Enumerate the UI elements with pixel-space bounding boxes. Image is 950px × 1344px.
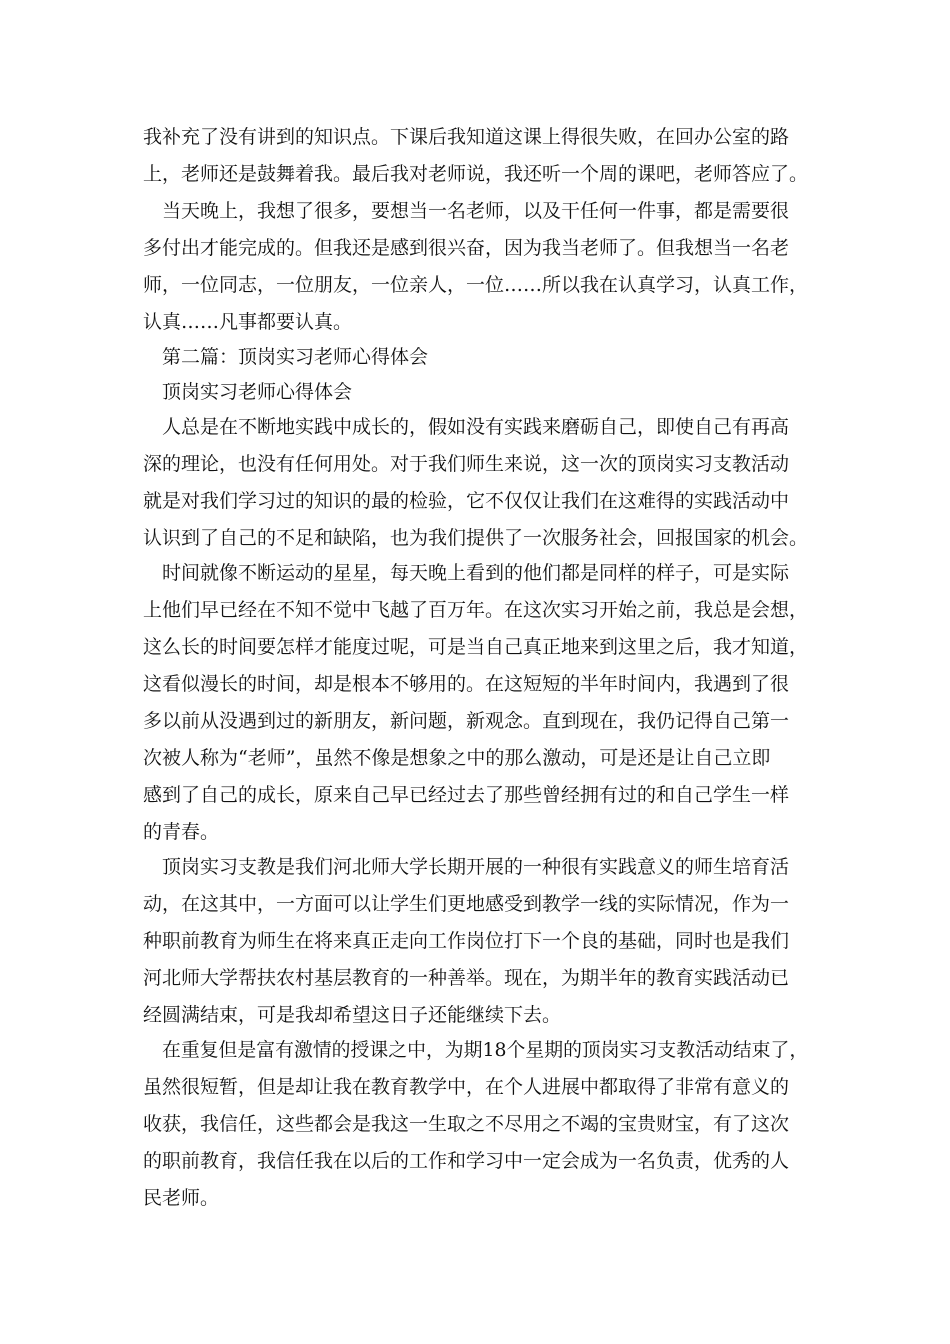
text-line: 的青春。 — [143, 821, 220, 843]
section-heading: 第二篇：顶岗实习老师心得体会 — [162, 346, 429, 368]
text-line: 的职前教育，我信任我在以后的工作和学习中一定会成为一名负责，优秀的人 — [143, 1150, 790, 1172]
text-line: 感到了自己的成长，原来自己早已经过去了那些曾经拥有过的和自己学生一样 — [143, 784, 790, 806]
text-line: 这看似漫长的时间，却是根本不够用的。在这短短的半年时间内，我遇到了很 — [143, 673, 790, 695]
text-line: 河北师大学帮扶农村基层教育的一种善举。现在，为期半年的教育实践活动已 — [143, 967, 790, 989]
text-line: 顶岗实习支教是我们河北师大学长期开展的一种很有实践意义的师生培育活 — [162, 856, 790, 878]
text-line: 民老师。 — [143, 1187, 220, 1209]
text-line: 时间就像不断运动的星星，每天晚上看到的他们都是同样的样子，可是实际 — [162, 562, 790, 584]
text-line: 认真……凡事都要认真。 — [143, 311, 353, 333]
text-line: 我补充了没有讲到的知识点。下课后我知道这课上得很失败，在回办公室的路 — [143, 126, 790, 148]
text-line: 上，老师还是鼓舞着我。最后我对老师说，我还听一个周的课吧，老师答应了。 — [143, 163, 809, 185]
article-title: 顶岗实习老师心得体会 — [162, 381, 353, 403]
text-line: 动，在这其中，一方面可以让学生们更地感受到教学一线的实际情况，作为一 — [143, 893, 790, 915]
text-line: 认识到了自己的不足和缺陷，也为我们提供了一次服务社会，回报国家的机会。 — [143, 527, 809, 549]
text-line: 这么长的时间要怎样才能度过呢，可是当自己真正地来到这里之后，我才知道， — [143, 636, 809, 658]
text-line: 多付出才能完成的。但我还是感到很兴奋，因为我当老师了。但我想当一名老 — [143, 237, 790, 259]
text-line: 经圆满结束，可是我却希望这日子还能继续下去。 — [143, 1004, 562, 1026]
text-line: 收获，我信任，这些都会是我这一生取之不尽用之不竭的宝贵财宝，有了这次 — [143, 1113, 790, 1135]
text-line: 种职前教育为师生在将来真正走向工作岗位打下一个良的基础，同时也是我们 — [143, 930, 790, 952]
text-line: 人总是在不断地实践中成长的，假如没有实践来磨砺自己，即使自己有再高 — [162, 416, 790, 438]
text-line: 当天晚上，我想了很多，要想当一名老师，以及干任何一件事，都是需要很 — [162, 200, 790, 222]
text-line: 在重复但是富有激情的授课之中，为期18个星期的顶岗实习支教活动结束了， — [162, 1039, 809, 1061]
text-line: 多以前从没遇到过的新朋友，新问题，新观念。直到现在，我仍记得自己第一 — [143, 710, 790, 732]
text-line: 上他们早已经在不知不觉中飞越了百万年。在这次实习开始之前，我总是会想， — [143, 599, 809, 621]
text-line: 师，一位同志，一位朋友，一位亲人，一位……所以我在认真学习，认真工作， — [143, 274, 809, 296]
text-line: 虽然很短暂，但是却让我在教育教学中，在个人进展中都取得了非常有意义的 — [143, 1076, 790, 1098]
text-line: 深的理论，也没有任何用处。对于我们师生来说，这一次的顶岗实习支教活动 — [143, 453, 790, 475]
text-line: 就是对我们学习过的知识的最的检验，它不仅仅让我们在这难得的实践活动中 — [143, 490, 790, 512]
text-line: 次被人称为“老师”，虽然不像是想象之中的那么激动，可是还是让自己立即 — [143, 747, 771, 769]
